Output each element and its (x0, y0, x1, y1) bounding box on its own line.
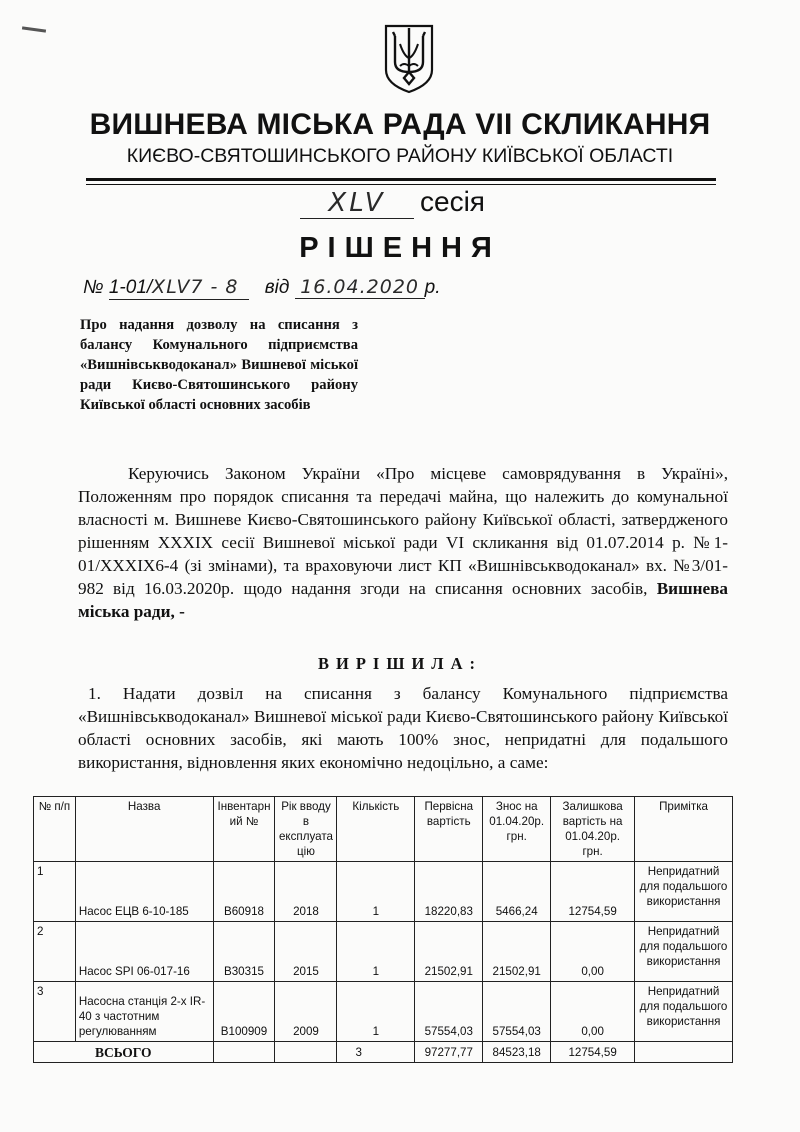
cell-quantity: 1 (337, 922, 415, 982)
cell-initial-cost: 57554,03 (415, 982, 483, 1042)
cell-note: Непридатний для подальшого використання (635, 862, 733, 922)
cell-wear: 57554,03 (483, 982, 551, 1042)
cell-wear: 5466,24 (483, 862, 551, 922)
trident-emblem-icon (382, 22, 436, 94)
total-quantity: 3 (337, 1042, 415, 1063)
cell-wear: 21502,91 (483, 922, 551, 982)
cell-year: 2018 (275, 862, 337, 922)
total-note-empty (635, 1042, 733, 1063)
cell-no: 3 (34, 982, 76, 1042)
col-header-wear: Знос на 01.04.20р. грн. (483, 797, 551, 862)
total-residual: 12754,59 (551, 1042, 635, 1063)
decision-number-handwritten: XLV7 - 8 (152, 276, 239, 298)
decision-number: 1-01/XLV7 - 8 (109, 276, 249, 300)
cell-residual: 0,00 (551, 982, 635, 1042)
col-header-year: Рік вводу в експлуата цію (275, 797, 337, 862)
cell-name: Насосна станція 2-х IR-40 з частотним регулюванням (75, 982, 213, 1042)
col-header-initial-cost: Первісна вартість (415, 797, 483, 862)
cell-quantity: 1 (337, 982, 415, 1042)
cell-note: Непридатний для подальшого використання (635, 922, 733, 982)
cell-inventory: В100909 (213, 982, 275, 1042)
cell-quantity: 1 (337, 862, 415, 922)
decision-number-line (83, 276, 440, 300)
table-row (34, 862, 733, 922)
total-inventory-empty (213, 1042, 275, 1063)
col-header-inventory: Інвентарн ий № (213, 797, 275, 862)
cell-inventory: В30315 (213, 922, 275, 982)
cell-residual: 12754,59 (551, 862, 635, 922)
total-label: ВСЬОГО (34, 1042, 214, 1063)
header-rule-thick (86, 178, 716, 181)
assets-table (33, 796, 733, 1063)
session-line (300, 186, 485, 219)
cell-note: Непридатний для подальшого використання (635, 982, 733, 1042)
total-year-empty (275, 1042, 337, 1063)
cell-year: 2009 (275, 982, 337, 1042)
decision-title: РІШЕННЯ (299, 232, 501, 264)
cell-year: 2015 (275, 922, 337, 982)
cell-initial-cost: 18220,83 (415, 862, 483, 922)
cell-inventory: В60918 (213, 862, 275, 922)
cell-name: Насос ЕЦВ 6-10-185 (75, 862, 213, 922)
date-label: від (264, 277, 290, 298)
session-number: XLV (300, 188, 414, 219)
cell-name: Насос SPI 06-017-16 (75, 922, 213, 982)
council-title: ВИШНЕВА МІСЬКА РАДА VII СКЛИКАННЯ (89, 108, 711, 141)
session-label: сесія (420, 186, 485, 217)
council-name-bold: Вишнева міська ради, - (78, 579, 728, 621)
col-header-quantity: Кількість (337, 797, 415, 862)
cell-residual: 0,00 (551, 922, 635, 982)
table-header-row (34, 797, 733, 862)
header-rule-thin (86, 184, 716, 185)
table-total-row (34, 1042, 733, 1063)
cell-no: 1 (34, 862, 76, 922)
col-header-residual: Залишкова вартість на 01.04.20р. грн. (551, 797, 635, 862)
table-row (34, 982, 733, 1042)
resolved-heading: ВИРІШИЛА: (318, 654, 482, 673)
preamble-paragraph: Керуючись Законом України «Про місцеве самоврядування в Україні», Положенням про порядок списання та передачі майна, що належить до комунальної власності м. Вишневе Києво-Святошинського району Київської області, затвердженого рішенням XXXIX сесії Вишневої міської ради VI скликання від 01.07.2014 р. №1-01/XXXIX6-4 (зі змінами), та враховуючи лист КП «Вишнівськводоканал» вх. №3/01-982 від 16.03.2020р. щодо надання згоди на списання основних засобів, Вишнева міська ради, - (78, 464, 728, 621)
number-sign: № (83, 277, 104, 298)
table-row (34, 922, 733, 982)
decision-date-handwritten: 16.04.2020 (295, 276, 425, 299)
col-header-no: № п/п (34, 797, 76, 862)
cell-initial-cost: 21502,91 (415, 922, 483, 982)
district-subtitle: КИЄВО-СВЯТОШИНСЬКОГО РАЙОНУ КИЇВСЬКОЇ ОБЛАСТІ (126, 145, 674, 167)
cell-no: 2 (34, 922, 76, 982)
col-header-name: Назва (75, 797, 213, 862)
total-wear: 84523,18 (483, 1042, 551, 1063)
resolution-paragraph: 1. Надати дозвіл на списання з балансу Комунального підприємства «Вишнівськводоканал» Вишневої міської ради Києво-Святошинського району Київської області основних засобів, які мають 100% знос, непридатні для подальшого використання, відновлення яких економічно недоцільно, а саме: (78, 684, 728, 772)
total-initial-cost: 97277,77 (415, 1042, 483, 1063)
pen-mark (22, 26, 46, 32)
date-suffix: р. (424, 277, 441, 298)
col-header-note: Примітка (635, 797, 733, 862)
subject-heading: Про надання дозволу на списання з балансу Комунального підприємства «Вишнівськводоканал» Вишневої міської ради Києво-Святошинського району Київської області основних засобів (80, 317, 358, 413)
